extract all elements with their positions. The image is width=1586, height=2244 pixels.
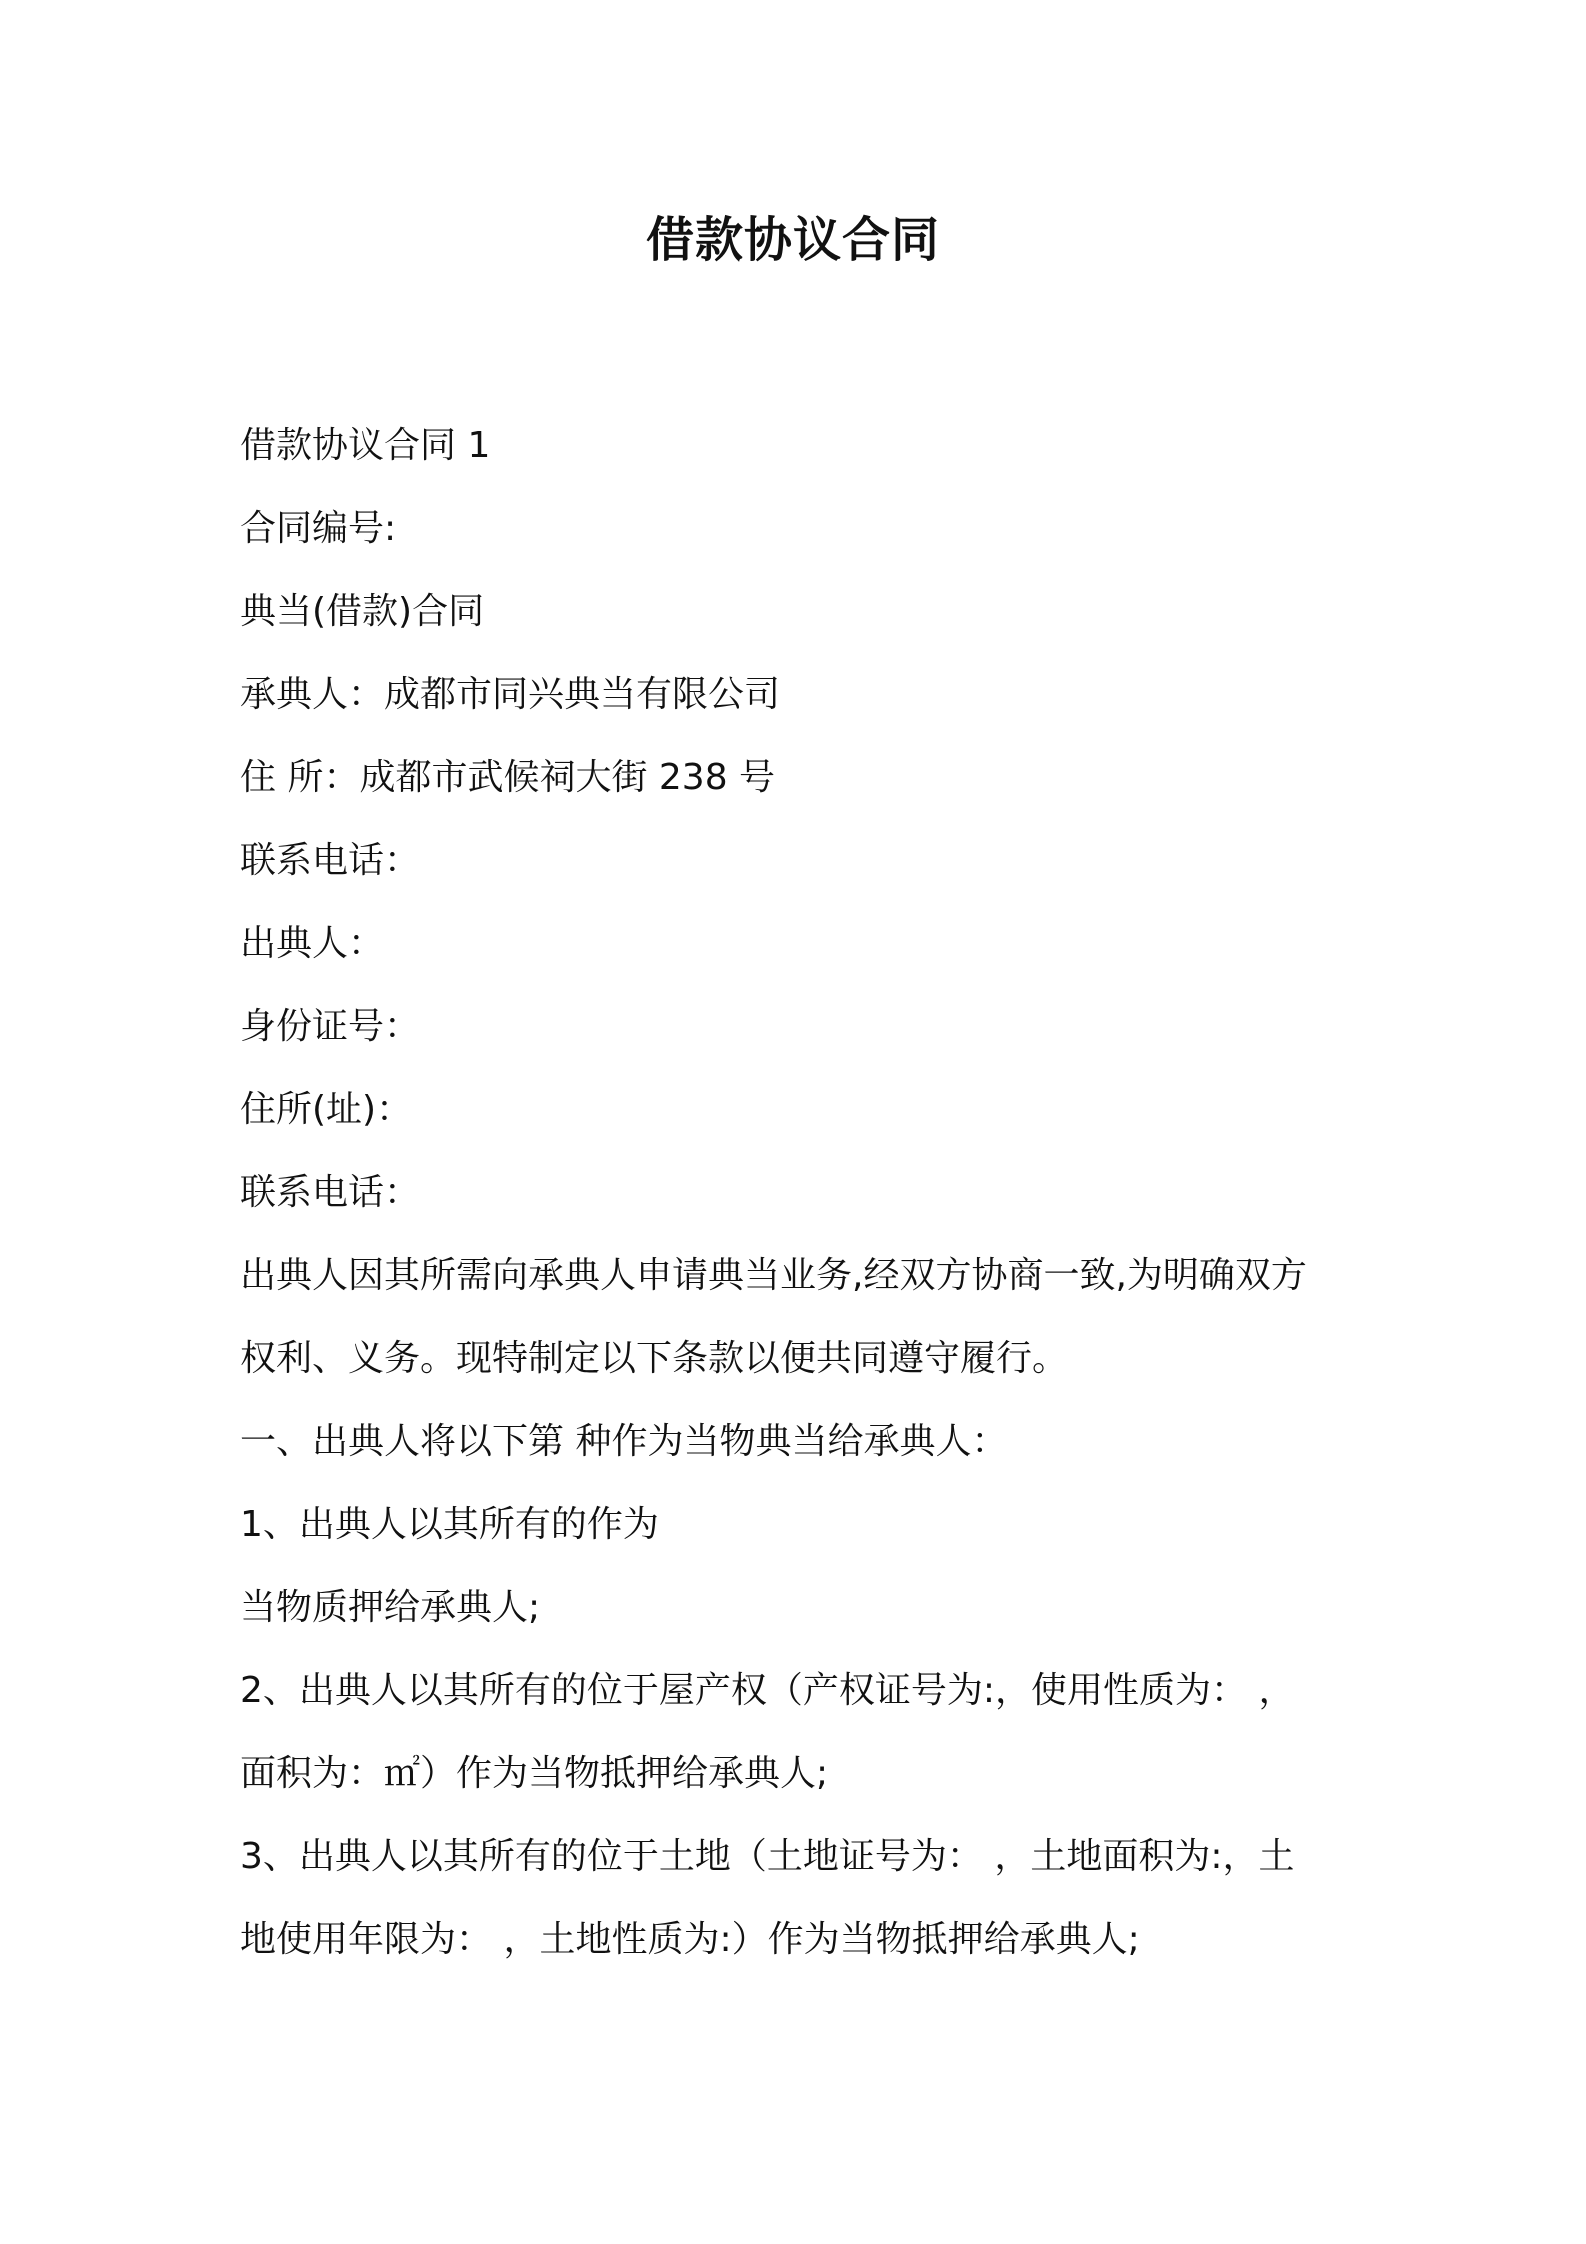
clause-1-item-1-line-2: 当物质押给承典人; xyxy=(240,1587,541,1628)
pawnor-address-field: 住所(址)： xyxy=(240,1089,413,1130)
contract-number-field: 合同编号: xyxy=(240,508,397,549)
contract-type: 典当(借款)合同 xyxy=(240,591,485,632)
pawnee-name: 承典人：成都市同兴典当有限公司 xyxy=(240,674,781,715)
document-body xyxy=(240,404,1360,1981)
clause-1-item-2-line-2: 面积为：㎡）作为当物抵押给承典人; xyxy=(240,1753,829,1794)
clause-1-item-3-line-2: 地使用年限为： ，土地性质为:）作为当物抵押给承典人; xyxy=(240,1919,1140,1960)
pawnor-phone-field: 联系电话： xyxy=(240,1172,421,1213)
pawnor-name-field: 出典人： xyxy=(240,923,385,964)
contract-heading: 借款协议合同 1 xyxy=(240,425,491,466)
pawnee-address: 住 所：成都市武候祠大街 238 号 xyxy=(240,757,776,798)
clause-1-item-3-line-1: 3、出典人以其所有的位于土地（土地证号为： ，土地面积为:，土 xyxy=(240,1836,1295,1877)
clause-1-item-2-line-1: 2、出典人以其所有的位于屋产权（产权证号为:，使用性质为： ， xyxy=(240,1670,1295,1711)
preamble-line-1: 出典人因其所需向承典人申请典当业务,经双方协商一致,为明确双方 xyxy=(240,1255,1307,1296)
clause-1-item-1-line-1: 1、出典人以其所有的作为 xyxy=(240,1504,659,1545)
document-title: 借款协议合同 xyxy=(645,212,940,268)
pawnee-phone-field: 联系电话： xyxy=(240,840,421,881)
clause-1-heading: 一、出典人将以下第 种作为当物典当给承典人： xyxy=(240,1421,1008,1462)
preamble-line-2: 权利、义务。现特制定以下条款以便共同遵守履行。 xyxy=(240,1338,1069,1379)
pawnor-id-field: 身份证号： xyxy=(240,1006,421,1047)
